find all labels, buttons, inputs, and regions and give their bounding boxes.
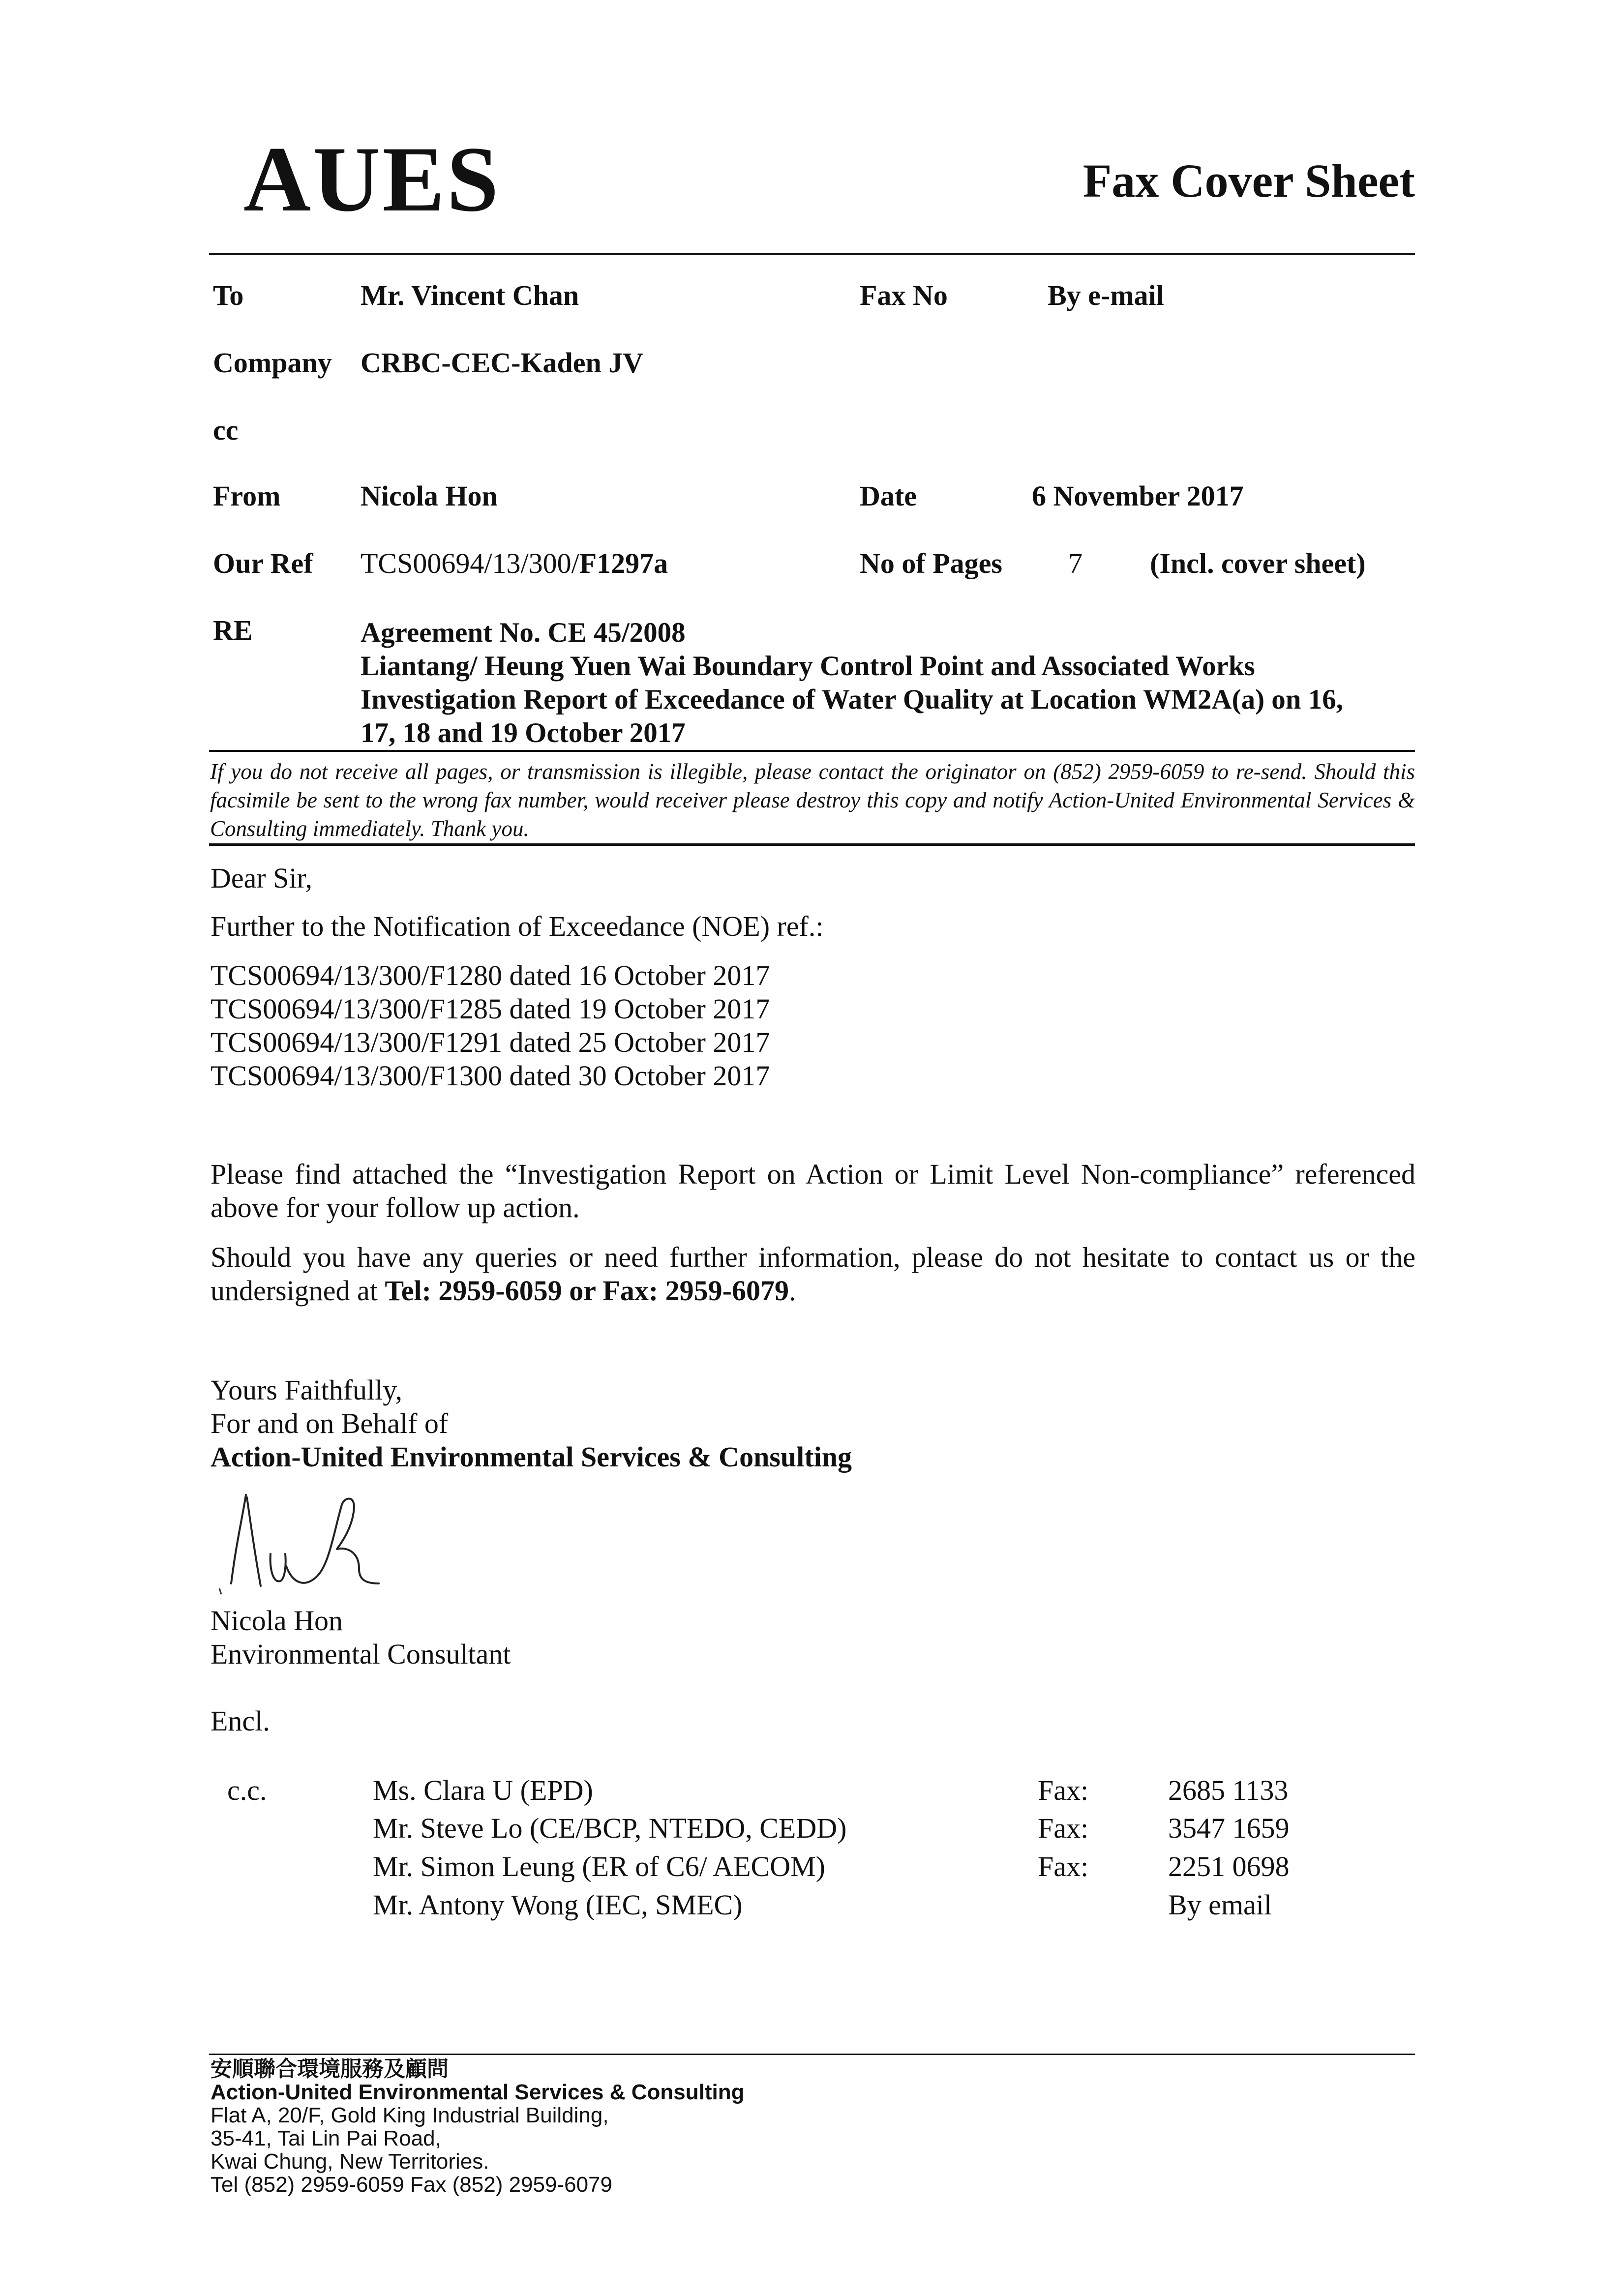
document-title: Fax Cover Sheet (1083, 154, 1415, 207)
fax-no-label: Fax No (860, 279, 948, 311)
contact-paragraph (211, 1241, 1415, 1308)
contact-numbers: Tel: 2959-6059 or Fax: 2959-6079 (385, 1275, 789, 1307)
re-line: Liantang/ Heung Yuen Wai Boundary Control Point and Associated Works (361, 651, 1255, 682)
our-ref-value (361, 549, 668, 578)
our-ref-suffix: F1297a (579, 547, 668, 579)
cc-name: Ms. Clara U (EPD) (373, 1774, 593, 1806)
cc-label: cc (213, 414, 239, 446)
company-line: Action-United Environmental Services & Consulting (211, 1441, 852, 1473)
intro-line: Further to the Notification of Exceedance (NOE) ref.: (211, 910, 824, 942)
signer-title: Environmental Consultant (211, 1638, 511, 1670)
re-subject (361, 616, 1418, 750)
fax-no-value: By e-mail (1048, 279, 1164, 311)
cc-fax-label: Fax: (1038, 1850, 1089, 1882)
cc-fax-label: Fax: (1038, 1774, 1089, 1806)
date-label: Date (860, 480, 917, 512)
noe-ref-item: TCS00694/13/300/F1291 dated 25 October 2017 (211, 1026, 770, 1058)
company-logo: AUES (243, 128, 501, 231)
header-divider (209, 253, 1415, 255)
signer-block (211, 1604, 511, 1671)
footer-contact-line: Tel (852) 2959-6059 Fax (852) 2959-6079 (211, 2173, 612, 2197)
company-label: Company (213, 347, 332, 379)
cc-fax-label: Fax: (1038, 1812, 1089, 1844)
re-label: RE (213, 614, 253, 646)
to-label: To (213, 279, 244, 311)
from-value: Nicola Hon (361, 480, 498, 512)
pages-label: No of Pages (860, 547, 1002, 579)
subject-divider (209, 750, 1415, 752)
date-value: 6 November 2017 (1032, 480, 1244, 512)
footer-address-line: Kwai Chung, New Territories. (211, 2149, 489, 2174)
contact-end: . (788, 1275, 796, 1307)
footer-divider (209, 2054, 1415, 2055)
enclosure-label: Encl. (211, 1705, 270, 1737)
our-ref-label: Our Ref (213, 547, 313, 579)
disclaimer: If you do not receive all pages, or transmission is illegible, please contact the originator on (852) 2959-6059 to re-send. Should this facsimile be sent to the wrong fax number, would receiver please destroy this copy and notify Action-United Environmental Services & Consulting immediately. Thank you. (210, 759, 1415, 841)
re-line: 17, 18 and 19 October 2017 (361, 717, 686, 748)
footer-address-line: Flat A, 20/F, Gold King Industrial Building, (211, 2103, 609, 2127)
attachment-paragraph: Please find attached the “Investigation Report on Action or Limit Level Non-compliance” referenced above for your follow up action. (211, 1158, 1415, 1223)
signer-name: Nicola Hon (211, 1605, 343, 1637)
signature-image (211, 1485, 418, 1603)
behalf-line: For and on Behalf of (211, 1407, 449, 1439)
pages-value: 7 (1068, 547, 1083, 579)
cc-name: Mr. Steve Lo (CE/BCP, NTEDO, CEDD) (373, 1812, 847, 1844)
to-value: Mr. Vincent Chan (361, 279, 579, 311)
cc-fax-value: 3547 1659 (1168, 1812, 1290, 1844)
noe-ref-item: TCS00694/13/300/F1285 dated 19 October 2017 (211, 993, 770, 1025)
cc-fax-value: 2251 0698 (1168, 1850, 1290, 1882)
cc-name: Mr. Simon Leung (ER of C6/ AECOM) (373, 1850, 825, 1882)
closing (211, 1373, 852, 1474)
footer-chinese-name: 安順聯合環境服務及顧問 (211, 2057, 449, 2082)
contact-text: Should you have any queries or need further information, please do not hesitate to contact us or the undersigned at (211, 1241, 1415, 1307)
company-value: CRBC-CEC-Kaden JV (361, 347, 644, 379)
salutation: Dear Sir, (211, 862, 313, 894)
noe-ref-item: TCS00694/13/300/F1300 dated 30 October 2017 (211, 1060, 770, 1092)
cc-fax-value: 2685 1133 (1168, 1774, 1289, 1806)
disclaimer-divider (209, 843, 1415, 846)
closing-line: Yours Faithfully, (211, 1374, 402, 1406)
re-line: Agreement No. CE 45/2008 (361, 617, 686, 648)
cc-list-label: c.c. (227, 1774, 267, 1806)
re-line: Investigation Report of Exceedance of Water Quality at Location WM2A(a) on 16, (361, 684, 1344, 715)
footer-address (211, 2057, 744, 2196)
noe-ref-list (211, 959, 770, 1093)
our-ref-prefix: TCS00694/13/300/ (361, 547, 579, 579)
footer-address-line: 35-41, Tai Lin Pai Road, (211, 2126, 441, 2150)
from-label: From (213, 480, 281, 512)
footer-company: Action-United Environmental Services & Consulting (211, 2080, 745, 2104)
cc-name: Mr. Antony Wong (IEC, SMEC) (373, 1889, 743, 1921)
cc-fax-value: By email (1168, 1889, 1272, 1921)
pages-note: (Incl. cover sheet) (1150, 547, 1366, 579)
noe-ref-item: TCS00694/13/300/F1280 dated 16 October 2017 (211, 959, 770, 991)
